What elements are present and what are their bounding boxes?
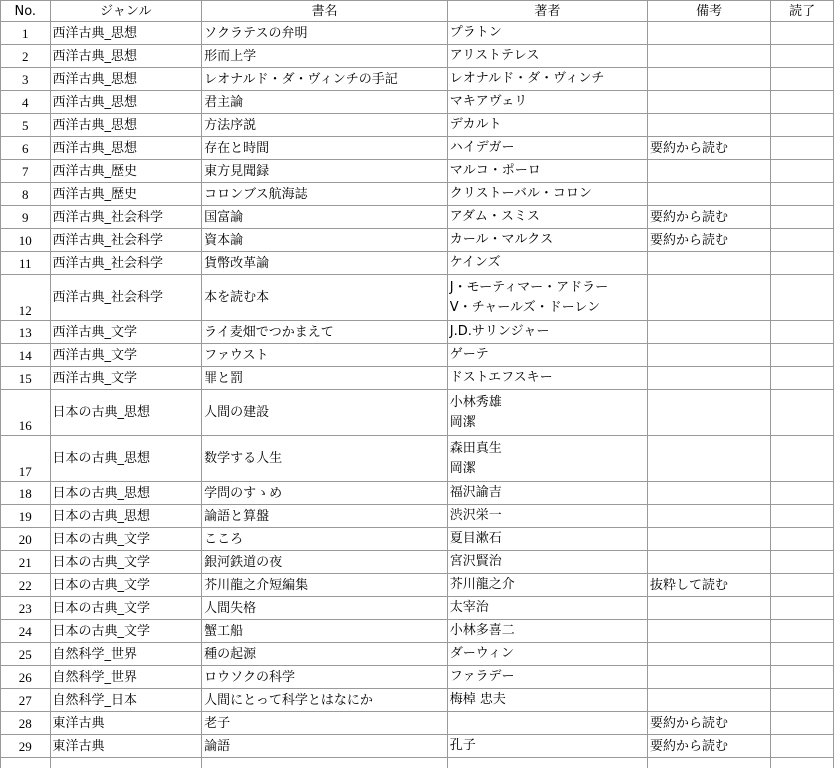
cell-no[interactable]: 19	[1, 505, 51, 528]
cell-author[interactable]	[447, 666, 647, 689]
cell-title[interactable]: 数学する人生	[202, 436, 448, 482]
cell-no[interactable]: 17	[1, 436, 51, 482]
cell-done[interactable]	[771, 367, 834, 390]
author-name: マルコ・ポーロ	[449, 163, 541, 178]
author-name: ドストエフスキー	[449, 370, 553, 385]
author-name: アリストテレス	[449, 48, 540, 63]
cell-genre[interactable]: 自然科学_日本	[50, 689, 202, 712]
cell-done[interactable]	[771, 436, 834, 482]
cell-genre[interactable]: 西洋古典_思想	[50, 22, 202, 45]
cell-author[interactable]	[447, 390, 647, 436]
cell-author[interactable]	[447, 482, 647, 505]
cell-done[interactable]	[771, 275, 834, 321]
cell-note[interactable]	[647, 689, 770, 712]
cell-author[interactable]	[447, 735, 647, 758]
cell-note[interactable]	[647, 528, 770, 551]
header-genre[interactable]: ジャンル	[50, 1, 202, 22]
cell-author[interactable]	[447, 574, 647, 597]
cell-note[interactable]	[647, 620, 770, 643]
author-name: 岡潔	[449, 414, 476, 430]
table-row	[1, 689, 834, 712]
header-no[interactable]: No.	[1, 1, 51, 22]
cell-no[interactable]: 18	[1, 482, 51, 505]
author-name: J・モーティマー・アドラー	[449, 279, 609, 295]
table-row	[1, 160, 834, 183]
cell-author[interactable]	[447, 528, 647, 551]
table-row	[1, 114, 834, 137]
cell-genre[interactable]: 自然科学_世界	[50, 643, 202, 666]
cell-genre[interactable]: 西洋古典_文学	[50, 367, 202, 390]
author-name: ファラデー	[449, 669, 515, 684]
cell-author[interactable]	[447, 275, 647, 321]
cell-done[interactable]	[771, 551, 834, 574]
cell-author[interactable]	[447, 252, 647, 275]
cell-done[interactable]	[771, 666, 834, 689]
cell-note[interactable]	[647, 183, 770, 206]
cell-title[interactable]: 国富論	[202, 206, 448, 229]
author-name: V・チャールズ・ドーレン	[449, 299, 601, 315]
cell-no[interactable]: 8	[1, 183, 51, 206]
cell-author[interactable]	[447, 321, 647, 344]
table-row	[1, 643, 834, 666]
table-row	[1, 505, 834, 528]
author-name: 梅棹 忠夫	[449, 692, 506, 707]
cell-done[interactable]	[771, 321, 834, 344]
table-row	[1, 229, 834, 252]
cell-done[interactable]	[771, 735, 834, 758]
cell-done[interactable]	[771, 45, 834, 68]
cell-title[interactable]: レオナルド・ダ・ヴィンチの手記	[202, 68, 448, 91]
author-name: カール・マルクス	[449, 232, 554, 247]
cell-note[interactable]	[647, 275, 770, 321]
cell-title[interactable]: 銀河鉄道の夜	[202, 551, 448, 574]
cell-note[interactable]	[647, 436, 770, 482]
cell-title[interactable]: 貨幣改革論	[202, 252, 448, 275]
cell-note[interactable]	[647, 482, 770, 505]
table-row	[1, 735, 834, 758]
cell-no[interactable]: 10	[1, 229, 51, 252]
cell-done[interactable]	[771, 206, 834, 229]
cell-note[interactable]: 要約から読む	[647, 735, 770, 758]
cell-done[interactable]	[771, 390, 834, 436]
cell-title[interactable]: 芥川龍之介短編集	[202, 574, 448, 597]
cell-note[interactable]: 抜粋して読む	[647, 574, 770, 597]
cell-note[interactable]	[647, 597, 770, 620]
cell-done[interactable]	[771, 574, 834, 597]
cell-done[interactable]	[771, 344, 834, 367]
cell-author[interactable]	[447, 551, 647, 574]
table-row	[1, 436, 834, 482]
cell-author[interactable]	[447, 505, 647, 528]
empty-row	[1, 758, 834, 769]
table-row	[1, 275, 834, 321]
cell-done[interactable]	[771, 505, 834, 528]
cell-title[interactable]: ファウスト	[202, 344, 448, 367]
cell-note[interactable]	[647, 390, 770, 436]
cell-note[interactable]: 要約から読む	[647, 712, 770, 735]
cell-title[interactable]: 方法序説	[202, 114, 448, 137]
cell-done[interactable]	[771, 91, 834, 114]
cell-done[interactable]	[771, 229, 834, 252]
cell-no[interactable]: 1	[1, 22, 51, 45]
cell-title[interactable]: ロウソクの科学	[202, 666, 448, 689]
table-row	[1, 45, 834, 68]
cell-title[interactable]: 蟹工船	[202, 620, 448, 643]
cell-title[interactable]: 君主論	[202, 91, 448, 114]
empty-cell[interactable]	[202, 758, 448, 769]
empty-cell[interactable]	[771, 758, 834, 769]
cell-author[interactable]	[447, 45, 647, 68]
table-row	[1, 551, 834, 574]
table-row	[1, 68, 834, 91]
cell-done[interactable]	[771, 252, 834, 275]
cell-done[interactable]	[771, 68, 834, 91]
cell-title[interactable]: 資本論	[202, 229, 448, 252]
cell-author[interactable]	[447, 643, 647, 666]
author-name: 岡潔	[449, 460, 476, 476]
cell-done[interactable]	[771, 183, 834, 206]
cell-note[interactable]	[647, 45, 770, 68]
table-row	[1, 206, 834, 229]
cell-no[interactable]: 3	[1, 68, 51, 91]
cell-done[interactable]	[771, 22, 834, 45]
author-name: 夏目漱石	[449, 531, 502, 546]
cell-title[interactable]: 存在と時間	[202, 137, 448, 160]
cell-author[interactable]	[447, 344, 647, 367]
cell-title[interactable]: 形而上学	[202, 45, 448, 68]
cell-note[interactable]	[647, 22, 770, 45]
cell-note[interactable]	[647, 666, 770, 689]
cell-author[interactable]	[447, 160, 647, 183]
cell-title[interactable]: 本を読む本	[202, 275, 448, 321]
author-name: ゲーテ	[449, 347, 489, 362]
cell-note[interactable]: 要約から読む	[647, 206, 770, 229]
cell-genre[interactable]: 日本の古典_文学	[50, 597, 202, 620]
table-row	[1, 482, 834, 505]
cell-done[interactable]	[771, 482, 834, 505]
cell-title[interactable]: ソクラテスの弁明	[202, 22, 448, 45]
cell-done[interactable]	[771, 137, 834, 160]
cell-no[interactable]: 25	[1, 643, 51, 666]
table-body	[1, 22, 834, 769]
cell-genre[interactable]: 日本の古典_文学	[50, 551, 202, 574]
author-name: ケインズ	[449, 255, 501, 270]
cell-genre[interactable]: 西洋古典_文学	[50, 344, 202, 367]
cell-title[interactable]: 東方見聞録	[202, 160, 448, 183]
cell-author[interactable]	[447, 620, 647, 643]
author-name: 宮沢賢治	[449, 554, 502, 569]
author-name: レオナルド・ダ・ヴィンチ	[449, 71, 605, 86]
cell-no[interactable]: 15	[1, 367, 51, 390]
empty-cell[interactable]	[647, 758, 770, 769]
cell-note[interactable]	[647, 367, 770, 390]
author-name: アダム・スミス	[449, 209, 540, 224]
author-name: デカルト	[449, 117, 502, 132]
cell-done[interactable]	[771, 712, 834, 735]
author-name: J.D.サリンジャー	[449, 324, 550, 339]
cell-no[interactable]: 29	[1, 735, 51, 758]
cell-no[interactable]: 6	[1, 137, 51, 160]
table-row	[1, 712, 834, 735]
cell-note[interactable]	[647, 91, 770, 114]
table-row	[1, 91, 834, 114]
cell-no[interactable]: 2	[1, 45, 51, 68]
cell-title[interactable]: 種の起源	[202, 643, 448, 666]
cell-note[interactable]	[647, 114, 770, 137]
cell-genre[interactable]: 日本の古典_文学	[50, 574, 202, 597]
cell-author[interactable]	[447, 206, 647, 229]
cell-author[interactable]	[447, 68, 647, 91]
cell-genre[interactable]: 東洋古典	[50, 735, 202, 758]
cell-note[interactable]	[647, 344, 770, 367]
cell-author[interactable]	[447, 597, 647, 620]
cell-author[interactable]	[447, 436, 647, 482]
cell-no[interactable]: 11	[1, 252, 51, 275]
table-row	[1, 252, 834, 275]
cell-title[interactable]: 論語と算盤	[202, 505, 448, 528]
table-row	[1, 367, 834, 390]
header-title[interactable]: 書名	[202, 1, 448, 22]
cell-genre[interactable]: 日本の古典_文学	[50, 528, 202, 551]
cell-done[interactable]	[771, 114, 834, 137]
author-name: 小林多喜二	[449, 623, 515, 638]
cell-no[interactable]: 28	[1, 712, 51, 735]
cell-genre[interactable]: 西洋古典_歴史	[50, 183, 202, 206]
header-note[interactable]: 備考	[647, 1, 770, 22]
empty-cell[interactable]	[447, 758, 647, 769]
table-row	[1, 390, 834, 436]
cell-no[interactable]: 20	[1, 528, 51, 551]
table-row	[1, 528, 834, 551]
author-name: マキアヴェリ	[449, 94, 528, 109]
cell-genre[interactable]: 日本の古典_思想	[50, 390, 202, 436]
cell-note[interactable]	[647, 252, 770, 275]
cell-no[interactable]: 12	[1, 275, 51, 321]
table-row	[1, 183, 834, 206]
cell-genre[interactable]: 日本の古典_思想	[50, 505, 202, 528]
header-author[interactable]: 著者	[447, 1, 647, 22]
cell-no[interactable]: 16	[1, 390, 51, 436]
cell-genre[interactable]: 西洋古典_思想	[50, 91, 202, 114]
cell-title[interactable]: 論語	[202, 735, 448, 758]
cell-done[interactable]	[771, 643, 834, 666]
cell-genre[interactable]: 西洋古典_思想	[50, 68, 202, 91]
author-name: 森田真生	[449, 440, 502, 456]
cell-no[interactable]: 14	[1, 344, 51, 367]
cell-author[interactable]	[447, 229, 647, 252]
cell-no[interactable]: 26	[1, 666, 51, 689]
cell-no[interactable]: 13	[1, 321, 51, 344]
table-row	[1, 321, 834, 344]
cell-title[interactable]: 人間の建設	[202, 390, 448, 436]
cell-no[interactable]: 23	[1, 597, 51, 620]
cell-author[interactable]	[447, 137, 647, 160]
cell-author[interactable]	[447, 114, 647, 137]
cell-no[interactable]: 22	[1, 574, 51, 597]
cell-title[interactable]: 人間失格	[202, 597, 448, 620]
cell-author[interactable]	[447, 91, 647, 114]
header-row	[1, 1, 834, 22]
author-name: クリストーバル・コロン	[449, 186, 592, 201]
cell-done[interactable]	[771, 689, 834, 712]
author-name: 小林秀雄	[449, 394, 502, 410]
cell-no[interactable]: 24	[1, 620, 51, 643]
table-row	[1, 666, 834, 689]
cell-author[interactable]	[447, 22, 647, 45]
table-row	[1, 620, 834, 643]
cell-no[interactable]: 4	[1, 91, 51, 114]
cell-title[interactable]: 老子	[202, 712, 448, 735]
cell-done[interactable]	[771, 620, 834, 643]
author-name: プラトン	[449, 25, 502, 40]
cell-genre[interactable]: 西洋古典_歴史	[50, 160, 202, 183]
cell-no[interactable]: 27	[1, 689, 51, 712]
cell-note[interactable]: 要約から読む	[647, 137, 770, 160]
cell-note[interactable]	[647, 160, 770, 183]
table-row	[1, 597, 834, 620]
author-name: 孔子	[449, 738, 476, 753]
cell-author[interactable]	[447, 367, 647, 390]
cell-genre[interactable]: 西洋古典_文学	[50, 321, 202, 344]
cell-author[interactable]	[447, 689, 647, 712]
cell-done[interactable]	[771, 160, 834, 183]
cell-note[interactable]	[647, 321, 770, 344]
cell-note[interactable]	[647, 551, 770, 574]
author-name: 芥川龍之介	[449, 577, 515, 592]
cell-note[interactable]	[647, 505, 770, 528]
cell-no[interactable]: 5	[1, 114, 51, 137]
table-row	[1, 22, 834, 45]
cell-author[interactable]	[447, 183, 647, 206]
author-name: 福沢諭吉	[449, 485, 502, 500]
cell-title[interactable]: ライ麦畑でつかまえて	[202, 321, 448, 344]
cell-genre[interactable]: 西洋古典_思想	[50, 45, 202, 68]
author-name: 渋沢栄一	[449, 508, 502, 523]
cell-genre[interactable]: 日本の古典_思想	[50, 436, 202, 482]
cell-genre[interactable]: 西洋古典_社会科学	[50, 252, 202, 275]
author-name: ハイデガー	[449, 140, 515, 155]
cell-title[interactable]: 学問のすゝめ	[202, 482, 448, 505]
cell-note[interactable]	[647, 643, 770, 666]
header-done[interactable]: 読了	[771, 1, 834, 22]
cell-genre[interactable]: 自然科学_世界	[50, 666, 202, 689]
cell-title[interactable]: 罪と罰	[202, 367, 448, 390]
cell-no[interactable]: 9	[1, 206, 51, 229]
table-row	[1, 574, 834, 597]
cell-genre[interactable]: 日本の古典_思想	[50, 482, 202, 505]
cell-genre[interactable]: 西洋古典_思想	[50, 137, 202, 160]
cell-no[interactable]: 7	[1, 160, 51, 183]
cell-genre[interactable]: 西洋古典_社会科学	[50, 206, 202, 229]
author-name: ダーウィン	[449, 646, 515, 661]
table-row	[1, 344, 834, 367]
empty-cell[interactable]	[1, 758, 51, 769]
cell-done[interactable]	[771, 528, 834, 551]
cell-note[interactable]: 要約から読む	[647, 229, 770, 252]
cell-genre[interactable]: 西洋古典_社会科学	[50, 275, 202, 321]
cell-genre[interactable]: 東洋古典	[50, 712, 202, 735]
cell-no[interactable]: 21	[1, 551, 51, 574]
cell-genre[interactable]: 西洋古典_社会科学	[50, 229, 202, 252]
cell-title[interactable]: こころ	[202, 528, 448, 551]
cell-genre[interactable]: 西洋古典_思想	[50, 114, 202, 137]
cell-done[interactable]	[771, 597, 834, 620]
cell-title[interactable]: コロンブス航海誌	[202, 183, 448, 206]
cell-author[interactable]	[447, 712, 647, 735]
cell-title[interactable]: 人間にとって科学とはなにか	[202, 689, 448, 712]
table-row	[1, 137, 834, 160]
empty-cell[interactable]	[50, 758, 202, 769]
cell-genre[interactable]: 日本の古典_文学	[50, 620, 202, 643]
author-name: 太宰治	[449, 600, 489, 615]
cell-note[interactable]	[647, 68, 770, 91]
